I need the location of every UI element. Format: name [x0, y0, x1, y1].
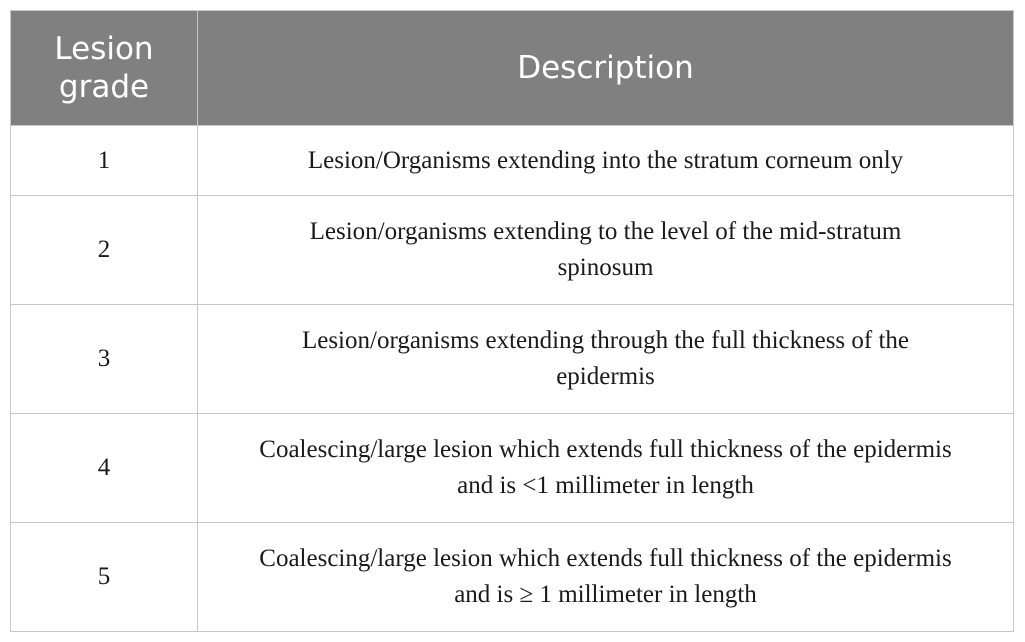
description-cell	[198, 126, 1014, 196]
description-text: Coalescing/large lesion which extends full thickness of the epidermis and is <1 millimeter in length	[259, 436, 952, 499]
description-cell	[198, 305, 1014, 414]
header-description: Description	[198, 11, 1014, 126]
table-header-row	[11, 11, 1014, 126]
table-row	[11, 126, 1014, 196]
description-text: Lesion/organisms extending through the full thickness of the epidermis	[301, 327, 910, 390]
table-row	[11, 196, 1014, 305]
description-cell	[198, 414, 1014, 523]
description-cell	[198, 523, 1014, 632]
grade-cell: 3	[11, 305, 198, 414]
header-lesion-grade	[11, 11, 198, 126]
lesion-grade-table	[10, 10, 1014, 632]
header-lesion-grade-line1: Lesion	[54, 31, 154, 67]
header-lesion-grade-line2: grade	[58, 69, 150, 105]
description-text: Coalescing/large lesion which extends full thickness of the epidermis and is ≥ 1 millimeter in length	[259, 545, 952, 608]
description-text: Lesion/Organisms extending into the stratum corneum only	[307, 146, 904, 174]
table-row	[11, 305, 1014, 414]
grade-cell: 2	[11, 196, 198, 305]
table-row	[11, 414, 1014, 523]
grade-cell: 1	[11, 126, 198, 196]
table-row	[11, 523, 1014, 632]
grade-cell: 5	[11, 523, 198, 632]
description-text: Lesion/organisms extending to the level of the mid-stratum spinosum	[309, 218, 902, 281]
grade-cell: 4	[11, 414, 198, 523]
description-cell	[198, 196, 1014, 305]
